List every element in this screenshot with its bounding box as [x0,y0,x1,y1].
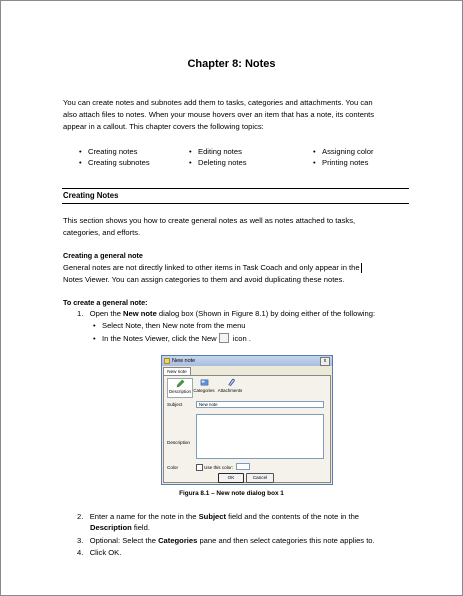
topic-item: • Creating notes [79,147,138,156]
paperclip-icon [226,378,235,387]
toolbar-attachments-button[interactable]: Attachments [217,378,243,396]
step-2-continued: Description field. [90,523,150,532]
section-intro-line-1: This section shows you how to create general notes as well as notes attached to tasks, [63,216,356,225]
dialog-title: New note [172,358,196,364]
dialog-close-button[interactable]: x [320,357,330,366]
color-swatch[interactable] [236,463,250,470]
chapter-title: Chapter 8: Notes [187,58,276,70]
section-heading: Creating Notes [63,191,119,200]
toolbar-categories-button[interactable]: Categories [193,378,215,396]
dialog-titlebar [162,356,332,366]
step-4: 4. Click OK. [77,548,122,557]
categories-icon [200,378,209,387]
intro-line-3: appear in a callout. This chapter covers the following topics: [63,122,264,131]
note-icon [164,358,170,364]
toolbar-description-button[interactable]: Description [167,378,193,398]
intro-line-2: also attach files to notes. When your mouse hovers over an item that has a note, its contents [63,110,375,119]
general-note-heading: Creating a general note [63,251,143,260]
description-textarea[interactable] [196,414,324,459]
section-rule-top [62,188,409,189]
topic-item: • Printing notes [313,158,369,167]
topic-item: • Deleting notes [189,158,247,167]
cancel-button[interactable]: Cancel [246,473,274,483]
dialog-tab-new-note[interactable]: New note [163,367,191,376]
new-note-icon [219,333,229,343]
pencil-icon [176,379,185,388]
subject-input[interactable]: New note [196,401,324,408]
section-intro-line-2: categories, and efforts. [63,228,141,237]
use-color-label: Use this color: [204,465,234,470]
color-label: Color [167,465,178,470]
ok-button[interactable]: OK [218,473,244,483]
intro-line-1: You can create notes and subnotes add them to tasks, categories and attachments. You can [63,98,373,107]
step-3: 3. Optional: Select the Categories pane and then select categories this note applies to. [77,536,375,545]
step-1: 1. Open the New note dialog box (Shown in Figure 8.1) by doing either of the following: [77,309,376,318]
description-label: Description [167,440,190,445]
use-color-checkbox[interactable] [196,464,203,471]
subject-label: Subject [167,402,183,407]
new-note-dialog [161,355,333,485]
topic-item: • Creating subnotes [79,158,150,167]
text-cursor [361,263,362,273]
topic-item: • Editing notes [189,147,242,156]
general-note-line-1: General notes are not directly linked to other items in Task Coach and only appear in the [63,263,360,272]
step-1-option-viewer: • In the Notes Viewer, click the New icon . [93,334,251,343]
step-2: 2. Enter a name for the note in the Subject field and the contents of the note in the [77,512,360,521]
dialog-body [163,375,331,483]
topic-item: • Assigning color [313,147,374,156]
figure-caption: Figura 8.1 – New note dialog box 1 [179,490,284,497]
section-rule-bottom [62,203,409,204]
general-note-line-2: Notes Viewer. You can assign categories to them and avoid duplicating these notes. [63,275,345,284]
procedure-heading: To create a general note: [63,298,148,307]
step-1-option-menu: • Select Note, then New note from the menu [93,321,246,330]
